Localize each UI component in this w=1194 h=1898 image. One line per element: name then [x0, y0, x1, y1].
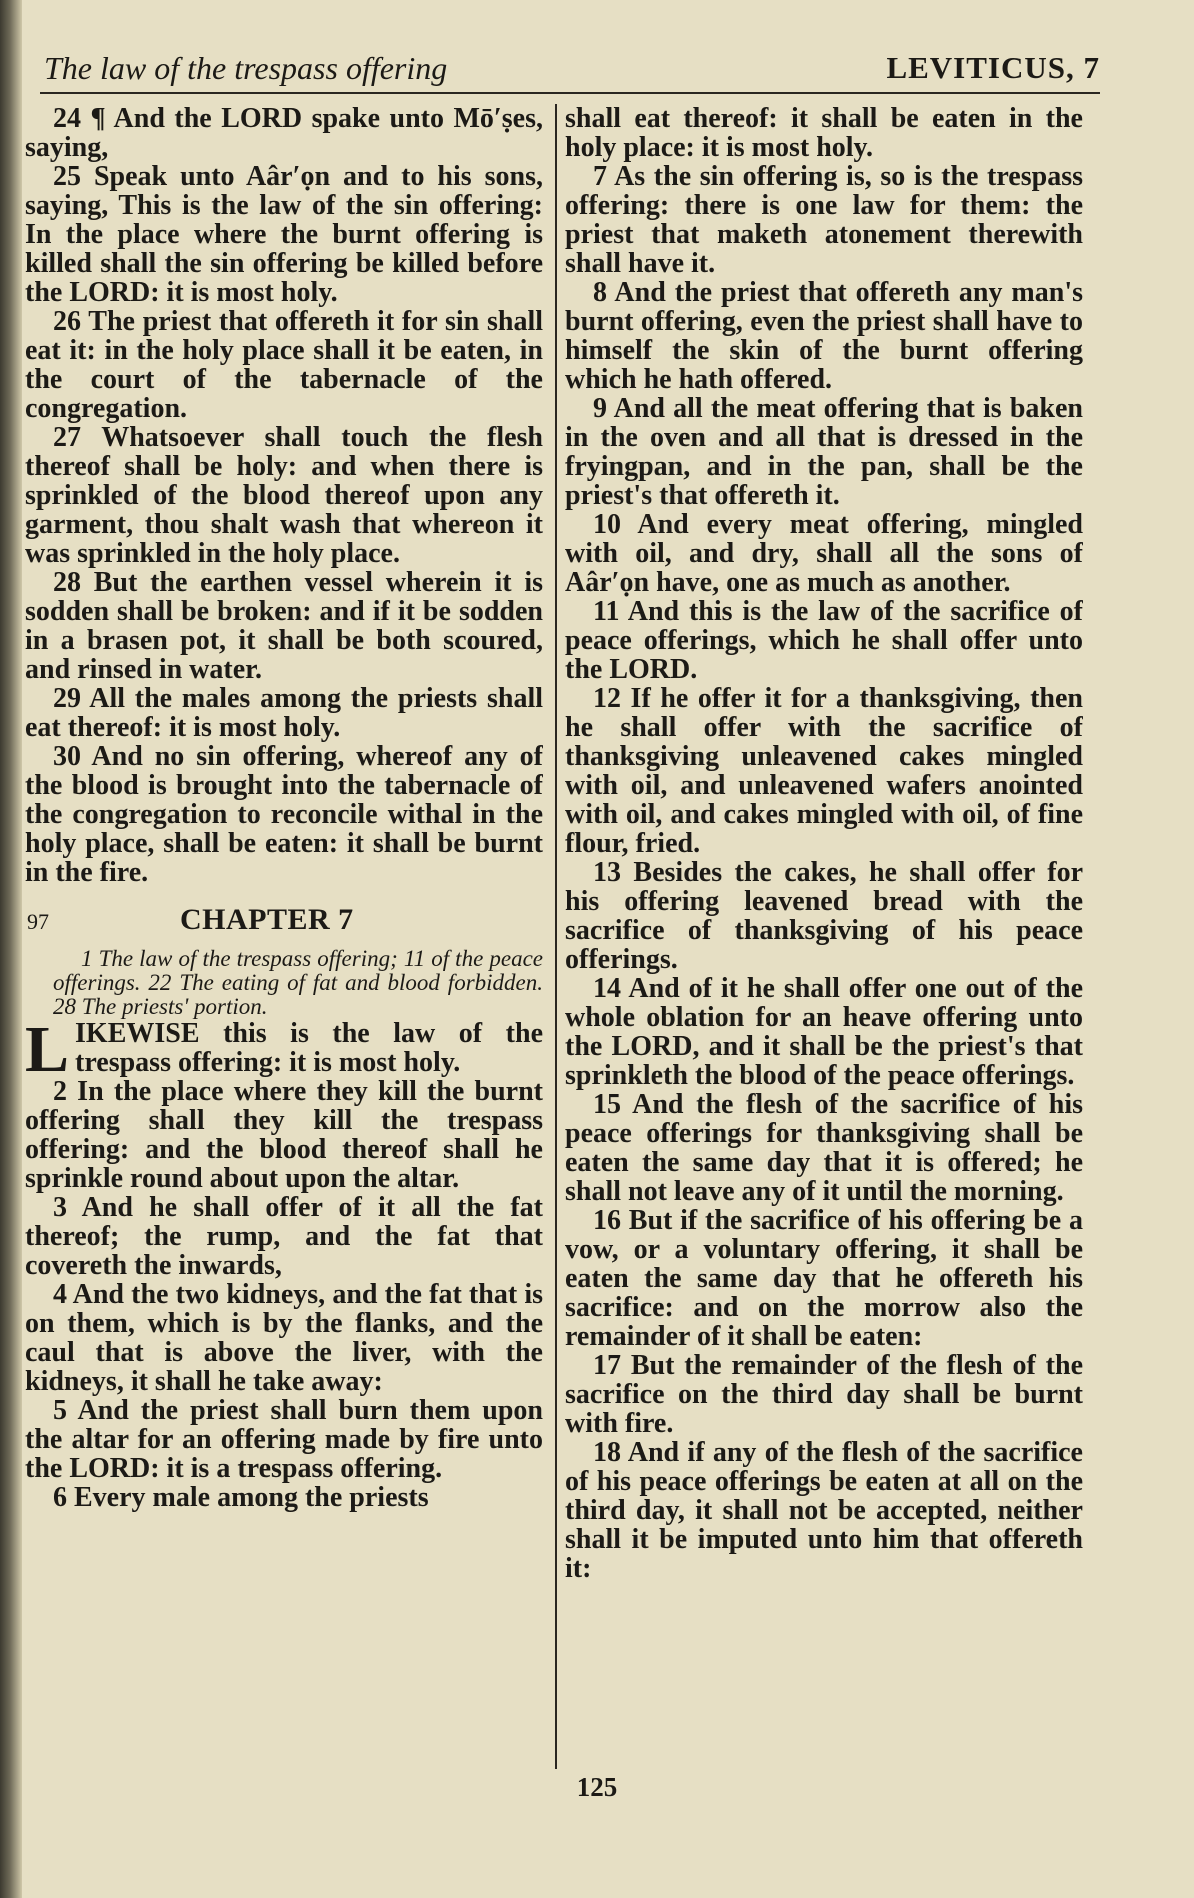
verse-paragraph: 25 Speak unto Aâr′ọn and to his sons, saying, This is the law of the sin offering: In the place where the burnt offering is killed shall the sin offering be killed before the LORD: it is most holy. — [25, 161, 543, 308]
verse-paragraph: 3 And he shall offer of it all the fat thereof; the rump, and the fat that covereth the inwards, — [25, 1192, 543, 1281]
verse-paragraph: 29 All the males among the priests shall eat thereof: it is most holy. — [25, 683, 543, 743]
chapter-heading — [25, 905, 543, 939]
book-spine-shadow — [0, 0, 22, 1898]
verse-paragraph: 9 And all the meat offering that is baken in the oven and all that is dressed in the fryingpan, and in the pan, shall be the priest's that offereth it. — [565, 393, 1083, 511]
intro-text: IKEWISE this is the law of the trespass offering: it is most holy. — [75, 1018, 543, 1078]
drop-cap-letter: L — [25, 1013, 70, 1086]
verse-paragraph: 24 ¶ And the LORD spake unto Mō′ṣes, saying, — [25, 104, 543, 163]
verse-paragraph: 8 And the priest that offereth any man's burnt offering, even the priest shall have to himself the skin of the burnt offering which he hath offered. — [565, 277, 1083, 395]
chapter-summary: 1 The law of the trespass offering; 11 of the peace offerings. 22 The eating of fat and blood forbidden. 28 The priests' portion. — [53, 946, 543, 1019]
verse-paragraph: 6 Every male among the priests — [53, 1482, 429, 1513]
verse-paragraph: 11 And this is the law of the sacrifice of peace offerings, which he shall offer unto the LORD. — [565, 596, 1083, 685]
left-column — [25, 104, 543, 1769]
verse-paragraph: 2 In the place where they kill the burnt offering shall they kill the trespass offering: and the blood thereof shall he sprinkle round about upon the altar. — [25, 1076, 543, 1194]
verse-paragraph: 12 If he offer it for a thanksgiving, then he shall offer with the sacrifice of thanksgiving unleavened cakes mingled with oil, and unleavened wafers anointed with oil, and cakes mingled with oil, of fine flour, fried. — [565, 683, 1083, 859]
verse-paragraph: 13 Besides the cakes, he shall offer for his offering leavened bread with the sacrifice of thanksgiving of his peace offerings. — [565, 857, 1083, 975]
running-header — [40, 48, 1100, 94]
header-book-chapter: LEVITICUS, 7 — [886, 50, 1100, 85]
verse-paragraph: 15 And the flesh of the sacrifice of his peace offerings for thanksgiving shall be eaten the same day that it is offered; he shall not leave any of it until the morning. — [565, 1089, 1083, 1207]
verse-paragraph: 30 And no sin offering, whereof any of the blood is brought into the tabernacle of the congregation to reconcile withal in the holy place, shall be eaten: it shall be burnt in the fire. — [25, 741, 543, 888]
right-column — [565, 104, 1083, 1769]
verse-paragraph: 7 As the sin offering is, so is the trespass offering: there is one law for them: the priest that maketh atonement therewith shall have it. — [565, 161, 1083, 279]
verse-paragraph: 5 And the priest shall burn them upon the altar for an offering made by fire unto the LORD: it is a trespass offering. — [25, 1395, 543, 1484]
page-number: 125 — [576, 1772, 618, 1802]
chapter-intro-paragraph — [25, 1013, 543, 1086]
header-section-title: The law of the trespass offering — [44, 50, 448, 86]
verse-paragraph: 16 But if the sacrifice of his offering be a vow, or a voluntary offering, it shall be eaten the same day that he offereth his sacrifice: and on the morrow also the remainder of it shall be eaten: — [565, 1205, 1083, 1352]
verse-paragraph: 14 And of it he shall offer one out of the whole oblation for an heave offering unto the LORD, and it shall be the priest's that sprinkleth the blood of the peace offerings. — [565, 973, 1083, 1091]
verse-paragraph: 27 Whatsoever shall touch the flesh thereof shall be holy: and when there is sprinkled of the blood thereof upon any garment, thou shalt wash that whereon it was sprinkled in the holy place. — [25, 422, 543, 569]
verse-paragraph: 28 But the earthen vessel wherein it is sodden shall be broken: and if it be sodden in a brasen pot, it shall be both scoured, and rinsed in water. — [25, 567, 543, 685]
column-divider — [555, 104, 557, 1769]
verse-paragraph: 4 And the two kidneys, and the fat that is on them, which is by the flanks, and the caul that is above the liver, with the kidneys, it shall he take away: — [25, 1279, 543, 1397]
verse-paragraph: 10 And every meat offering, mingled with oil, and dry, shall all the sons of Aâr′ọn have, one as much as another. — [565, 509, 1083, 598]
verse-paragraph: 17 But the remainder of the flesh of the sacrifice on the third day shall be burnt with fire. — [565, 1350, 1083, 1439]
verse-paragraph: 18 And if any of the flesh of the sacrifice of his peace offerings be eaten at all on the third day, it shall not be accepted, neither shall it be imputed unto him that offereth it: — [565, 1437, 1083, 1584]
chapter-ref-number: 97 — [27, 909, 49, 934]
verse-continuation: shall eat thereof: it shall be eaten in the holy place: it is most holy. — [565, 104, 1083, 163]
chapter-title: CHAPTER 7 — [180, 903, 354, 936]
verse-paragraph: 26 The priest that offereth it for sin shall eat it: in the holy place shall it be eaten, in the court of the tabernacle of the congregation. — [25, 306, 543, 424]
